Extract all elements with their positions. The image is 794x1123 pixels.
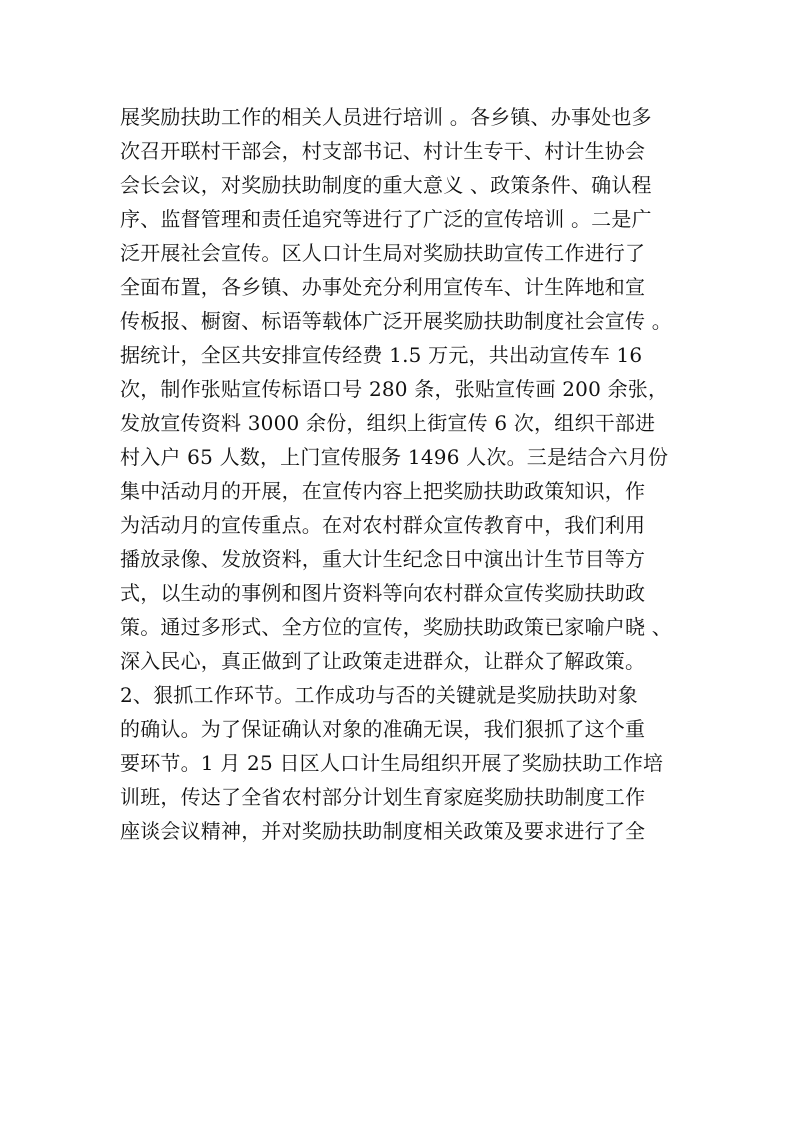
text-line: 据统计，全区共安排宣传经费 1.5 万元，共出动宣传车 16: [120, 343, 643, 367]
text-line: 训班，传达了全省农村部分计划生育家庭奖励扶助制度工作: [120, 785, 646, 809]
text-line: 次，制作张贴宣传标语口号 280 条，张贴宣传画 200 余张，: [120, 377, 669, 401]
text-line: 村入户 65 人数，上门宣传服务 1496 人次。三是结合六月份: [120, 445, 669, 469]
text-line: 座谈会议精神，并对奖励扶助制度相关政策及要求进行了全: [120, 819, 646, 843]
text-line: 2、狠抓工作环节。工作成功与否的关键就是奖励扶助对象: [120, 683, 638, 707]
text-line: 播放录像、发放资料，重大计生纪念日中演出计生节目等方: [120, 547, 646, 571]
text-line: 展奖励扶助工作的相关人员进行培训 。各乡镇、办事处也多: [120, 105, 652, 129]
text-line: 深入民心，真正做到了让政策走进群众，让群众了解政策。: [120, 649, 646, 673]
text-line: 集中活动月的开展，在宣传内容上把奖励扶助政策知识，作: [120, 479, 646, 503]
text-line: 泛开展社会宣传。区人口计生局对奖励扶助宣传工作进行了: [120, 241, 646, 265]
text-line: 式，以生动的事例和图片资料等向农村群众宣传奖励扶助政: [120, 581, 646, 605]
text-line: 全面布置，各乡镇、办事处充分利用宣传车、计生阵地和宣: [120, 275, 646, 299]
text-line: 为活动月的宣传重点。在对农村群众宣传教育中，我们利用: [120, 513, 646, 537]
text-line: 会长会议，对奖励扶助制度的重大意义 、政策条件、确认程: [120, 173, 652, 197]
body-text: [120, 100, 690, 848]
text-line: 的确认。为了保证确认对象的准确无误，我们狠抓了这个重: [120, 717, 646, 741]
text-line: 序、监督管理和责任追究等进行了广泛的宣传培训 。二是广: [120, 207, 652, 231]
text-line: 发放宣传资料 3000 余份，组织上街宣传 6 次，组织干部进: [120, 411, 656, 435]
text-line: 要环节。1 月 25 日区人口计生局组织开展了奖励扶助工作培: [120, 751, 664, 775]
text-line: 传板报、橱窗、标语等载体广泛开展奖励扶助制度社会宣传 。: [120, 309, 672, 333]
text-line: 策。通过多形式、全方位的宣传，奖励扶助政策已家喻户晓 、: [120, 615, 672, 639]
text-line: 次召开联村干部会，村支部书记、村计生专干、村计生协会: [120, 139, 646, 163]
